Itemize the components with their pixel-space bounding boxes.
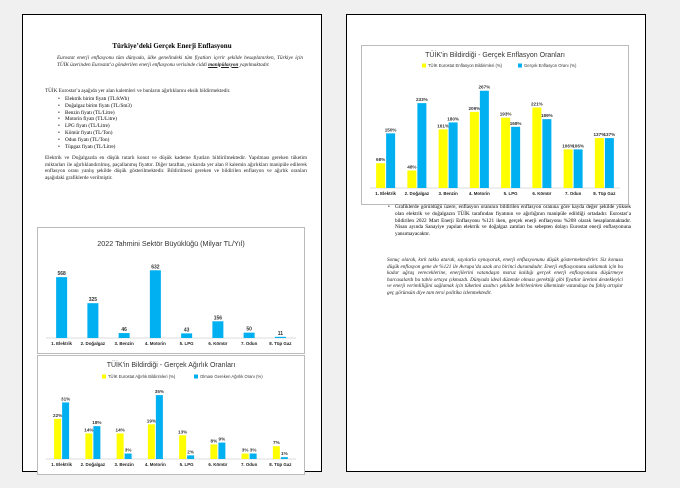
bar bbox=[181, 333, 192, 338]
bar bbox=[275, 337, 286, 338]
data-label: 43 bbox=[183, 327, 190, 334]
bar bbox=[244, 333, 255, 338]
category-label: 4. Motorin bbox=[468, 191, 490, 196]
data-label: 137% bbox=[603, 132, 616, 138]
data-label: 106% bbox=[562, 143, 574, 149]
category-label: 2. Doğalgaz bbox=[80, 341, 106, 346]
data-label: 19% bbox=[146, 418, 156, 424]
bar bbox=[125, 454, 132, 459]
intro-end: yapılmaktadır. bbox=[238, 61, 270, 68]
bar bbox=[386, 133, 395, 188]
bar bbox=[218, 443, 225, 459]
data-label: 50 bbox=[246, 326, 252, 333]
category-label: 1. Elektrik bbox=[375, 191, 396, 196]
bar bbox=[470, 112, 479, 188]
data-label: 14% bbox=[84, 427, 94, 433]
bar bbox=[439, 129, 448, 188]
summary-bullet-list bbox=[387, 204, 631, 238]
data-label: 180% bbox=[447, 116, 459, 122]
bar bbox=[150, 270, 161, 338]
sector-size-svg bbox=[38, 228, 304, 353]
data-label: 46 bbox=[121, 327, 127, 334]
page-1 bbox=[22, 14, 322, 472]
data-label: 3% bbox=[249, 447, 257, 453]
chart-title: TÜİK'in Bildirdiği - Gerçek Ağırlık Oranları bbox=[106, 362, 236, 369]
energy-item: • Benzin fiyatı (TL/Litre) bbox=[65, 110, 132, 117]
category-label: 6. Kömür bbox=[208, 341, 228, 346]
category-label: 5. LPG bbox=[179, 341, 194, 346]
bar bbox=[480, 91, 489, 188]
energy-item: • LPG fiyatı (TL/Litre) bbox=[65, 123, 132, 130]
bar bbox=[273, 446, 280, 459]
data-label: 48% bbox=[407, 164, 417, 170]
weight-ratio-svg bbox=[38, 356, 304, 474]
data-label: 233% bbox=[416, 97, 428, 103]
data-label: 18% bbox=[92, 420, 102, 426]
category-label: 8. Tüp Gaz bbox=[593, 191, 616, 196]
data-label: 11 bbox=[277, 330, 284, 337]
bar bbox=[156, 395, 163, 459]
inflation-rate-svg bbox=[362, 46, 628, 204]
bar bbox=[62, 402, 69, 459]
intro-text: Eurostat enerji enflasyonu tüm dünyada, ülke genelindeki tüm fiyatları içerir şekilde hesaplanırken, Türkiye için TÜİK üzerinden Eurostat’a gönderilen enerji enflasyonu verisinde ciddi bbox=[57, 55, 303, 68]
data-label: 189% bbox=[541, 113, 553, 119]
legend-swatch bbox=[194, 375, 198, 379]
category-label: 8. Tüp Gaz bbox=[269, 341, 292, 346]
data-label: 209% bbox=[468, 105, 481, 111]
bar bbox=[407, 171, 416, 188]
bar bbox=[564, 149, 573, 188]
bar bbox=[574, 149, 583, 188]
category-label: 7. Odun bbox=[240, 462, 258, 467]
bar bbox=[119, 333, 130, 338]
weight-ratio-chart bbox=[37, 355, 305, 475]
legend-label: Olması Gereken Ağırlık Oranı (%) bbox=[200, 374, 263, 379]
category-label: 3. Benzin bbox=[114, 462, 134, 467]
data-label: 3% bbox=[241, 447, 249, 453]
category-label: 2. Doğalgaz bbox=[80, 462, 106, 467]
category-label: 7. Odun bbox=[240, 341, 258, 346]
category-label: 1. Elektrik bbox=[51, 462, 72, 467]
category-label: 3. Benzin bbox=[438, 191, 458, 196]
category-label: 6. Kömür bbox=[208, 462, 228, 467]
bar bbox=[417, 103, 426, 188]
category-label: 5. LPG bbox=[179, 462, 194, 467]
intro-paragraph bbox=[57, 55, 303, 68]
data-label: 150% bbox=[384, 127, 397, 133]
bar bbox=[242, 454, 249, 459]
energy-item: • Motorin fiyatı (TL/Litre) bbox=[65, 116, 132, 123]
chart-title: TÜİK'in Bildirdiği - Gerçek Enflasyon Oranları bbox=[425, 52, 565, 59]
data-label: 168% bbox=[509, 120, 522, 126]
data-label: 14% bbox=[115, 427, 125, 433]
legend-label: TÜİK Eurostat Ağırlık Bildirimleri (%) bbox=[108, 374, 176, 379]
weights-paragraph: Elektrik ve Doğalgazda en düşük tutarlı konut ve düşük kademe fiyatları bildirilmektedir. Yapılması gereken tüketim miktarları ile ağırlıklandırılmış, paçallanmış fiyattır. Diğer taraftan, yukarıda yer alan 8 kalemin ağırlıkları manipüle edilerek enflasyon oranı yanlış şekilde düşük gösterilmektedir. Bildirilmesi gereken ve bildirilen enflasyon ve ağırlık oranları aşağıdaki grafiklerde verilmiştir. bbox=[45, 155, 307, 181]
bar bbox=[511, 127, 520, 188]
energy-items-list bbox=[57, 96, 132, 150]
category-label: 4. Motorin bbox=[144, 341, 166, 346]
category-label: 3. Benzin bbox=[114, 341, 134, 346]
list-intro: TÜİK Eurostat’a aşağıda yer alan kalemleri ve bunların ağırlıklarını eksik bildirmektedir. bbox=[45, 88, 231, 94]
document-title: Türkiye’deki Gerçek Enerji Enflasyonu bbox=[112, 42, 232, 50]
energy-item: • Kömür fiyatı (TL/Ton) bbox=[65, 130, 132, 137]
bar bbox=[117, 433, 124, 459]
energy-item: • Doğalgaz birim fiyatı (TL/Sm3) bbox=[65, 103, 132, 110]
bar bbox=[85, 433, 92, 459]
data-label: 7% bbox=[273, 440, 280, 446]
bar bbox=[605, 138, 614, 188]
data-label: 9% bbox=[218, 436, 226, 442]
bar bbox=[210, 444, 217, 459]
chart-title: 2022 Tahmini Sektör Büyüklüğü (Milyar TL/Yıl) bbox=[97, 239, 245, 248]
conclusion-paragraph: Sonuç olarak, kırk takla atarak, sayılarla oynayarak, enerji enflasyonunu düşük göstermektedirler. Siz konusu düşük enflasyon gene de %121 ile Avrupa’da uzak ara birinci durumdadır. Enerji enflasyonunu saklamak için bu kadar uğraş vereceklerine, enerjilerini vatandaşın maruz kaldığı gerçek enerji enflasyonunu düşürmeye harcasalardı bu tablo ortaya çıkmazdı. Dünyada ideal düzende olması gerektiği gibi fiyatlar üretimi destekleyici ve enerji verimliliğini sağlamak için tüketimi azaltıcı şekilde belirlenirken ülkemizde vatandaşa bu fahiş artışlar geç görünsün diye tam tersi politika izlenmektedir. bbox=[387, 257, 623, 296]
bar bbox=[148, 424, 155, 459]
category-label: 4. Motorin bbox=[144, 462, 166, 467]
bar bbox=[595, 138, 604, 188]
category-label: 2. Doğalgaz bbox=[404, 191, 430, 196]
data-label: 35% bbox=[154, 389, 164, 395]
bar bbox=[250, 454, 257, 459]
data-label: 568 bbox=[57, 271, 66, 278]
bar bbox=[56, 277, 67, 338]
energy-item: • Tüpgaz fiyatı (TL/Litre) bbox=[65, 144, 132, 151]
data-label: 325 bbox=[88, 297, 98, 304]
bar bbox=[281, 457, 288, 459]
data-label: 106% bbox=[572, 143, 584, 149]
energy-item: • Odun fiyatı (TL/Ton) bbox=[65, 137, 132, 144]
data-label: 137% bbox=[593, 132, 606, 138]
energy-item: • Elektrik birim fiyatı (TL/kWh) bbox=[65, 96, 132, 103]
data-label: 2% bbox=[187, 449, 194, 455]
data-label: 3% bbox=[124, 447, 132, 453]
bar bbox=[376, 163, 385, 188]
legend-swatch bbox=[518, 64, 522, 68]
bar bbox=[54, 419, 61, 459]
bar bbox=[449, 122, 458, 188]
summary-bullet: • Grafiklerde görüldüğü üzere, enflasyon oranının bildirilen enflasyon oranına göre kayda değer şekilde yüksek olan elektrik ve doğalgazın TÜİK tarafından fiyatının ve ağırlığının manipüle edildiği ortadadır. Eurostat’a bildirilen 2022 Mart Enerji Enflasyonu %121 iken, gerçek enerji enflasyonu %208 olarak hesaplanmaktadır. Nisan ayında Sanayiye yapılan elektrik ve doğalgaz zamları bu sebepten dolayı Eurostat enerji enflasyonuna yansımayacaktır. bbox=[395, 204, 631, 238]
page-2 bbox=[346, 14, 646, 472]
category-label: 8. Tüp Gaz bbox=[269, 462, 292, 467]
bar bbox=[87, 303, 98, 338]
data-label: 156 bbox=[213, 315, 223, 322]
data-label: 13% bbox=[178, 429, 188, 435]
legend-swatch bbox=[102, 375, 106, 379]
legend-label: TÜİK Eurostat Enflasyon Bildirimleri (%) bbox=[428, 63, 502, 68]
bar bbox=[542, 119, 551, 188]
category-label: 1. Elektrik bbox=[51, 341, 72, 346]
category-label: 6. Kömür bbox=[532, 191, 552, 196]
data-label: 8% bbox=[210, 438, 218, 444]
bar bbox=[187, 455, 194, 459]
data-label: 267% bbox=[478, 84, 491, 90]
data-label: 22% bbox=[53, 412, 63, 418]
bar bbox=[179, 435, 186, 459]
data-label: 31% bbox=[61, 396, 71, 402]
inflation-rate-chart bbox=[361, 45, 629, 205]
bar bbox=[532, 107, 541, 188]
legend-label: Gerçek Enflasyon Oranı (%) bbox=[524, 63, 577, 68]
data-label: 221% bbox=[531, 101, 543, 107]
bar bbox=[212, 321, 223, 338]
data-label: 193% bbox=[499, 111, 512, 117]
sector-size-chart bbox=[37, 227, 305, 354]
legend-swatch bbox=[422, 64, 426, 68]
data-label: 1% bbox=[281, 451, 288, 457]
intro-emphasis: manipülasyon bbox=[208, 61, 239, 68]
bar bbox=[93, 426, 100, 459]
data-label: 68% bbox=[376, 157, 386, 163]
category-label: 7. Odun bbox=[564, 191, 582, 196]
bar bbox=[501, 118, 510, 188]
data-label: 161% bbox=[437, 123, 449, 129]
data-label: 632 bbox=[151, 264, 160, 271]
category-label: 5. LPG bbox=[503, 191, 518, 196]
